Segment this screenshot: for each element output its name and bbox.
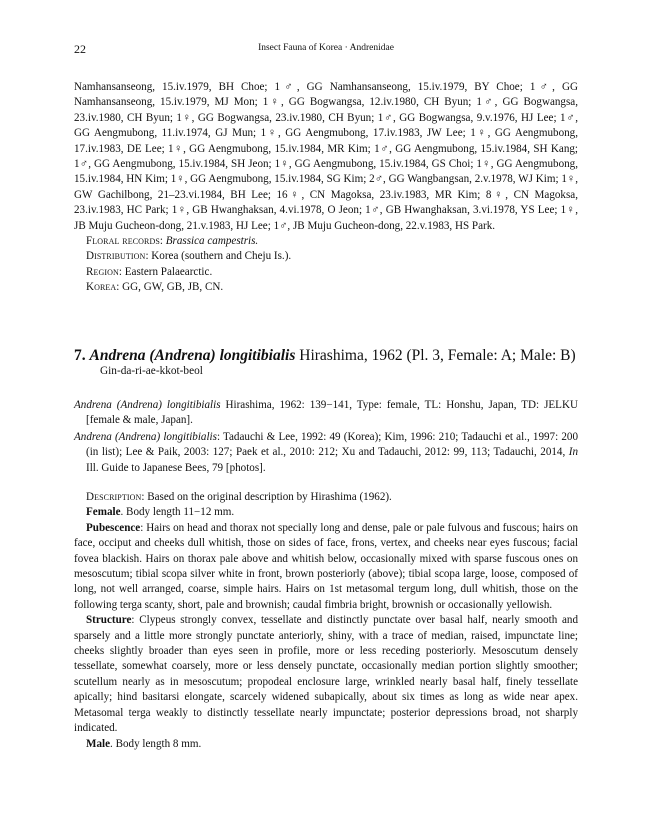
pubescence-label: Pubescence [86,521,141,534]
floral-records-value: Brassica campestris. [165,235,259,248]
page-number: 22 [74,42,86,56]
reference-subsequent [74,430,578,476]
male-value: Body length 8 mm. [115,737,202,750]
description-label: Description [86,491,142,503]
pubescence-value: Hairs on head and thorax not specially long and dense, pale or pale fulvous and fuscous; hairs on face, occiput and cheeks dull whitish, those on sides of face, frons, vertex, and cheeks near eyes fuscous; facial fovea blackish. Hairs on thorax pale above and whitish below, occasionally mixed with sparse fuscous ones on mesoscutum; tibial scopa silver white in front, brown posteriorly (above); tibial scopa large, loose, composed of long, not well arranged, coarse, simple hairs. Hairs on 1st metasomal tergum long, dull whitish, those on the following terga scanty, short, pale and brownish; caudal fimbria bright, brownish or occasionally yellowish. [74,521,579,611]
structure-label: Structure [86,614,132,627]
distribution-label: Distribution [86,250,146,263]
specimen-records: Namhansanseong, 15.iv.1979, BH Choe; 1♂, GG Namhansanseong, 15.iv.1979, BY Choe; 1♂, GG Namhansanseong, 15.iv.1979, MJ Mon; 1♀, GG Bogwangsa, 12.iv.1980, CH Byun; 1♂, GG Bogwangsa, 23.iv.1980, CH Byun; 1♀, GG Bogwangsa, 23.iv.1980, CH Byun; 1♂, GG Bogwangsa, 9.v.1976, HJ Lee; 1♂, GG Aengmubong, 11.iv.1974, GJ Mun; 1♀, GG Aengmubong, 17.iv.1983, JW Lee; 1♀, GG Aengmubong, 17.iv.1983, DE Lee; 1♀, GG Aengmubong, 15.iv.1984, MR Kim; 1♂, GG Aengmubong, 15.iv.1984, SH Kang; 1♂, GG Aengmubong, 15.iv.1984, SH Jeon; 1♀, GG Aengmubong, 15.iv.1984, GS Choi; 1♀, GG Aengmubong, 15.iv.1984, HN Kim; 1♀, GG Aengmubong, 15.iv.1984, SG Kim; 2♂, GG Wangbangsan, 2.v.1978, WJ Kim; 1♀, GW Gachilbong, 21–23.vi.1984, BH Lee; 16♀, CN Magoksa, 23.iv.1983, MR Kim; 8♀, CN Magoksa, 23.iv.1983, HC Park; 1♀, GB Hwanghaksan, 4.vi.1978, O Jeon; 1♂, GB Hwanghaksan, 3.vi.1978, YS Lee; 1♀, JB Muju Gucheon-dong, 21.v.1983, HJ Lee; 1♂, JB Muju Gucheon-dong, 22.v.1983, HS Park. [74,81,578,232]
reference-text-end: Ill. Guide to Japanese Bees, 79 [photos]. [86,461,266,474]
reference-taxon-name: Andrena (Andrena) longitibialis [74,430,217,443]
species-epithet: longitibialis [219,347,296,364]
korean-common-name: Gin-da-ri-ae-kkot-beol [100,365,203,377]
region: Region: Eastern Palaearctic. [86,265,213,278]
floral-records-label: Floral records [86,235,160,248]
synonymy-references [74,398,578,477]
species-heading [74,346,584,365]
floral-records: Floral records: Brassica campestris. [86,235,259,248]
korea-label: Korea [86,281,117,294]
male-size: Male. Body length 8 mm. [86,737,202,750]
description-block [74,490,578,752]
korea-value: GG, GW, GB, JB, CN. [122,281,224,294]
description: Description: Based on the original description by Hirashima (1962). [86,491,392,503]
reference-text: : Tadauchi & Lee, 1992: 49 (Korea); Kim, 1996: 210; Tadauchi et al., 1997: 200 (in list); Lee & Paik, 2003: 127; Paek et al., 2010: 212; Xu and Tadauchi, 2012: 99, 113; Tadauchi, 2014, [86,430,578,459]
female-label: Female [86,506,121,519]
description-value: Based on the original description by Hirashima (1962). [147,491,392,503]
structure-value: Clypeus strongly convex, tessellate and distinctly punctate over basal half, nearly smooth and sparsely and a little more strongly punctate anteriorly, shiny, with a trace of median, raised, impunctate line; cheeks slightly broader than eyes seen in profile, more or less receding posteriorly. Mesoscutum densely tessellate, somewhat coarsely, more or less densely punctate, occasionally median portion slightly smoother; scutellum nearly as in mesoscutum; propodeal enclosure large, wrinkled nearly basal half, finely tessellate apically; hind basitarsi elongate, scarcely widened subapically, about six times as long as wide near apex. Metasomal terga weakly to distinctly tessellate nearly impunctate; posterior depressions broad, not sharply indicated. [74,614,578,735]
pubescence: Pubescence: Hairs on head and thorax not specially long and dense, pale or pale fulvous and fuscous; hairs on face, occiput and cheeks dull whitish, those on sides of face, frons, vertex, and cheeks near eyes fuscous; facial fovea blackish. Hairs on thorax pale above and whitish below, occasionally mixed with sparse fuscous ones on mesoscutum; tibial scopa silver white in front, brown posteriorly (above); tibial scopa large, loose, composed of long, not well arranged, coarse, simple hairs. Hairs on 1st metasomal tergum long, dull whitish, those on the following terga scanty, short, pale and brownish; caudal fimbria bright, brownish or occasionally yellowish. [74,521,579,611]
reference-text: Hirashima, 1962: 139−141, Type: female, TL: Honshu, Japan, TD: JELKU [female & male, Japan]. [86,399,578,427]
species-author-plate: Hirashima, 1962 (Pl. 3, Female: A; Male: B) [299,347,576,364]
female-value: Body length 11−12 mm. [126,506,235,519]
species-genus: Andrena [89,347,146,364]
structure: Structure: Clypeus strongly convex, tessellate and distinctly punctate over basal half, nearly smooth and sparsely and a little more strongly punctate anteriorly, shiny, with a trace of median, raised, impunctate line; cheeks slightly broader than eyes seen in profile, more or less receding posteriorly. Mesoscutum densely tessellate, somewhat coarsely, more or less densely punctate, occasionally median portion slightly smoother; scutellum nearly as in mesoscutum; propodeal enclosure large, wrinkled nearly basal half, finely tessellate apically; hind basitarsi elongate, scarcely widened subapically, about six times as long as wide near apex. Metasomal terga weakly to distinctly tessellate nearly impunctate; posterior depressions broad, not sharply indicated. [74,614,578,735]
page-header [74,42,578,58]
male-label: Male [86,737,111,750]
running-title: Insect Fauna of Korea · Andrenidae [258,43,394,53]
distribution-value: Korea (southern and Cheju Is.). [151,250,292,263]
female-size: Female. Body length 11−12 mm. [86,506,235,519]
distribution: Distribution: Korea (southern and Cheju Is.). [86,250,292,263]
species-number: 7. [74,347,86,364]
reference-in: In [568,446,578,459]
reference-taxon-name: Andrena (Andrena) longitibialis [74,399,221,411]
korea-provinces: Korea: GG, GW, GB, JB, CN. [86,281,224,294]
species-subgenus: (Andrena) [149,347,216,364]
reference-original [74,398,578,429]
region-label: Region [86,265,119,278]
specimen-records-block [74,80,578,296]
region-value: Eastern Palaearctic. [124,265,213,278]
